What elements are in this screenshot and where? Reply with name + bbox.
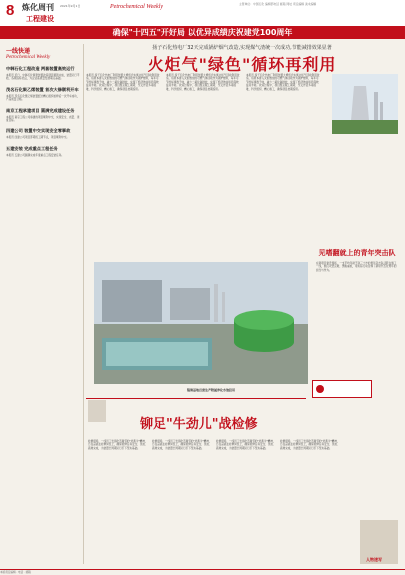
brief-item	[6, 146, 82, 157]
brief-item	[6, 108, 82, 123]
photo-caption: 镇海基地首套生产附属净化水池投用	[186, 388, 235, 392]
article-headline: 火炬气"绿色"循环再利用	[147, 55, 337, 74]
article-body: 本报讯 扬子石化热电厂利用装置大修机会实施火炬气回收利用改造，将原本排入火炬燃烧的可燃气体回收作为锅炉燃料，每年可节约标煤数千吨，减少二氧化碳排放，实现了经济效益和环保效益双丰收。改造过程中，项目组克服工期紧、交叉作业多等困难，科学组织、精心施工，确保项目按期投用。	[86, 74, 160, 91]
feature-body: 检修现场，一线员工发扬吃苦耐劳的"老黄牛"精神，日夜奋战在检修岗位上，确保检修任务安全、优质、高效完成，为装置长周期运行打下坚实基础。	[216, 440, 276, 450]
masthead	[0, 0, 405, 28]
column-divider	[83, 44, 84, 564]
left-column	[6, 46, 82, 566]
footer: 本版责任编辑 · 电话 · 邮箱	[0, 569, 405, 575]
right-block-body: 在新项目建设现场，一支平均年龄不到三十岁的青年突击队活跃在施工一线，他们攻坚克难、勇挑重担，用实际行动诠释了新时代石化青年的担当与作为。	[316, 262, 397, 272]
plant-photo	[94, 262, 308, 384]
news-logo-box	[312, 380, 372, 398]
issue-date: 2021年9月1日	[60, 4, 81, 8]
article-body: 本报讯 扬子石化热电厂利用装置大修机会实施火炬气回收利用改造，将原本排入火炬燃烧的可燃气体回收作为锅炉燃料，每年可节约标煤数千吨，减少二氧化碳排放，实现了经济效益和环保效益双丰收。改造过程中，项目组克服工期紧、交叉作业多等困难，科学组织、精心施工，确保项目按期投用。	[166, 74, 240, 91]
brief-item	[6, 87, 82, 102]
article-kicker: 扬子石化热电厂32天完成锅炉烟气改造,实现煤气渣统一次成功,节能减排效果显著	[152, 45, 332, 51]
column-title: 一线快递	[6, 48, 31, 55]
power-plant-photo	[332, 74, 398, 134]
brief-title: 茂名石化聚乙烯装置 首次大修顺利开车	[6, 86, 79, 92]
brief-item	[6, 66, 82, 81]
header-info: 主管单位：中国石化 编辑部电话 邮箱 网址 责任编辑 美术编辑	[239, 2, 317, 6]
slogan-banner: 确保"十四五"开好局 以优异成绩庆祝建党100周年	[0, 27, 405, 39]
brief-text: 本报讯 近日，中韩石化两套装置改造项目顺利完成，装置运行平稳，各项指标优良，为企业高质量发展奠定基础。	[6, 74, 80, 81]
feature-body: 检修现场，一线员工发扬吃苦耐劳的"老黄牛"精神，日夜奋战在检修岗位上，确保检修任务安全、优质、高效完成，为装置长周期运行打下坚实基础。	[280, 440, 340, 450]
feature-headline: 铆足"牛劲儿"战检修	[140, 417, 258, 432]
feature-body: 检修现场，一线员工发扬吃苦耐劳的"老黄牛"精神，日夜奋战在检修岗位上，确保检修任务安全、优质、高效完成，为装置长周期运行打下坚实基础。	[152, 440, 212, 450]
brief-text: 本报讯 五建公司圆满完成年度重点工程安装任务。	[6, 153, 64, 157]
brief-text: 本报讯 四建公司项目部紧抓工期节点，项目顺利中交。	[6, 136, 70, 140]
brief-item	[6, 128, 82, 139]
brief-title: 中韩石化工程改造 两套装置高效运行	[6, 66, 75, 71]
section-rule	[86, 398, 306, 399]
section-title: 工程建设	[26, 15, 54, 23]
right-block-title: 见嗜翻就上的青年突击队	[318, 249, 396, 257]
page-number: 8	[6, 2, 15, 19]
paper-title: 炼化周刊	[22, 3, 54, 12]
news-logo-icon	[316, 385, 324, 393]
article-body: 本报讯 扬子石化热电厂利用装置大修机会实施火炬气回收利用改造，将原本排入火炬燃烧的可燃气体回收作为锅炉燃料，每年可节约标煤数千吨，减少二氧化碳排放，实现了经济效益和环保效益双丰收。改造过程中，项目组克服工期紧、交叉作业多等困难，科学组织、精心施工，确保项目按期投用。	[246, 74, 320, 91]
brief-title: 四建公司 装置中交实现安全零事故	[6, 128, 71, 134]
brief-text: 本报讯 南京工程公司承建的项目顺利中交，实现安全、质量、进度目标。	[6, 115, 80, 123]
brief-title: 南京工程承建项目 圆满完成建设任务	[6, 107, 75, 113]
brand-logo: Petrochemical Weekly	[110, 4, 164, 10]
feature-tag: 人物速写	[366, 557, 382, 562]
column-logo: Petrochemical Weekly	[6, 55, 51, 60]
brief-text: 本报讯 茂名石化聚乙烯装置经过精心组织检修后一次开车成功，产品质量合格。	[6, 94, 80, 102]
brief-title: 五建安装 完成重点工程任务	[6, 145, 58, 151]
feature-body: 检修现场，一线员工发扬吃苦耐劳的"老黄牛"精神，日夜奋战在检修岗位上，确保检修任务安全、优质、高效完成，为装置长周期运行打下坚实基础。	[88, 440, 148, 450]
author-photo	[88, 400, 106, 422]
